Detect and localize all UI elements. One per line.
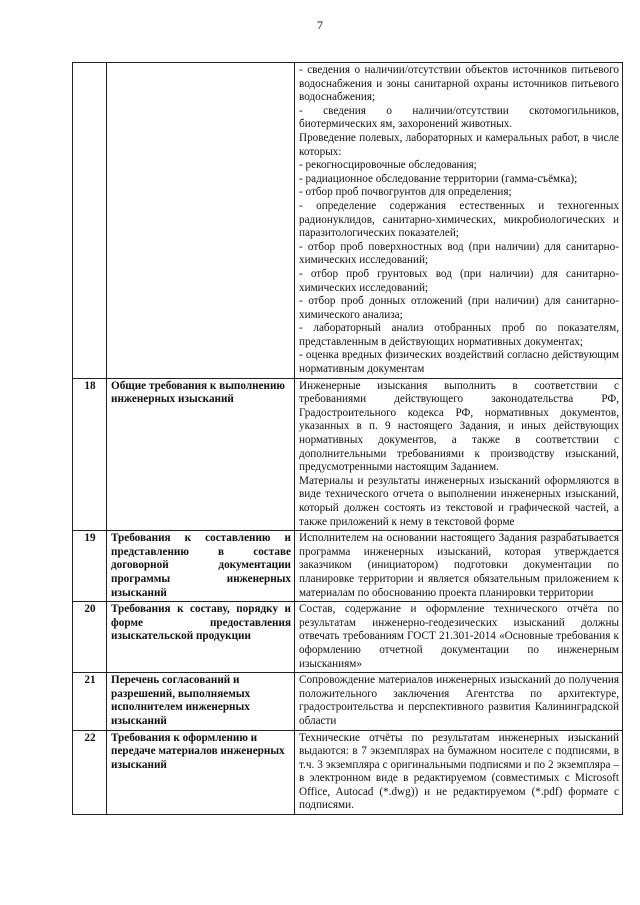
requirement-title: Требования к составу, порядку и форме предоставления изыскательской продукции xyxy=(107,602,295,673)
text-line: Состав, содержание и оформление технического отчёта по результатам инженерно-геодезических изысканий должны отвечать требованиям ГОСТ 21.301-2014 «Основные требования к оформлению отчетной документации по инженерным изысканиям» xyxy=(299,603,619,670)
page-number: 7 xyxy=(317,18,323,32)
text-line: Проведение полевых, лабораторных и камеральных работ, в числе которых: xyxy=(299,131,619,158)
text-line: Инженерные изыскания выполнить в соответствии с требованиями действующего законодательства РФ, Градостроительного кодекса РФ, нормативных документов, указанных в п. 9 настоящего Задания, и иных действующих нормативных документов, а также в соответствии с дополнительными требованиями к производству изысканий, предусмотренными настоящим Заданием. xyxy=(299,379,619,474)
text-line: - определение содержания естественных и техногенных радионуклидов, санитарно-химических, микробиологических и паразитологических показателей; xyxy=(299,199,619,240)
requirement-title: Перечень согласований и разрешений, выполняемых исполнителем инженерных изысканий xyxy=(107,673,295,730)
text-line: - радиационное обследование территории (гамма-съёмка); xyxy=(299,172,578,185)
text-line: Материалы и результаты инженерных изысканий оформляются в виде технического отчета о выполнении инженерных изысканий, который должен состоять из текстовой и графической частей, а также приложений к нему в текстовой форме xyxy=(299,474,619,528)
table-row xyxy=(73,730,623,815)
row-number xyxy=(73,63,107,379)
requirement-text xyxy=(295,63,623,379)
requirement-title: Общие требования к выполнению инженерных изысканий xyxy=(107,378,295,531)
text-line: - лабораторный анализ отобранных проб по показателям, представленным в действующих нормативных документах; xyxy=(299,322,619,348)
text-line: - оценка вредных физических воздействий согласно действующим нормативным документам xyxy=(299,349,619,376)
text-line: - отбор проб грунтовых вод (при наличии) для санитарно-химических исследований; xyxy=(299,267,619,294)
table-row xyxy=(73,378,623,531)
requirement-title: Требования к составлению и представлению в составе договорной документации программы инженерных изысканий xyxy=(107,531,295,602)
table-row xyxy=(73,531,623,602)
row-number: 21 xyxy=(73,673,107,730)
requirement-text xyxy=(295,673,623,730)
requirement-text xyxy=(295,730,623,815)
text-line: - сведения о наличии/отсутствии объектов источников питьевого водоснабжения и зоны санитарной охраны источников питьевого водоснабжения; xyxy=(299,64,619,104)
requirement-title: Требования к оформлению и передаче материалов инженерных изысканий xyxy=(107,730,295,815)
requirement-text xyxy=(295,378,623,531)
requirements-table xyxy=(72,62,623,815)
requirement-title xyxy=(107,63,295,379)
text-line: - отбор проб почвогрунтов для определения; xyxy=(299,186,512,199)
text-line: - отбор проб донных отложений (при наличии) для санитарно-химического анализа; xyxy=(299,295,619,321)
table-row xyxy=(73,673,623,730)
text-line: Сопровождение материалов инженерных изысканий до получения положительного заключения Агентства по архитектуре, градостроительства и перспективного развития Калининградской области xyxy=(299,674,619,727)
text-line: - отбор проб поверхностных вод (при наличии) для санитарно-химических исследований; xyxy=(299,240,619,267)
text-line: - сведения о наличии/отсутствии скотомогильников, биотермических ям, захоронений животных. xyxy=(299,104,619,131)
text-line: Исполнителем на основании настоящего Задания разрабатывается программа инженерных изысканий, которая утверждается заказчиком (инициатором) подготовки документации по планировке территории и является обязательным приложением к материалам по обоснованию проекта планировки территории xyxy=(299,532,619,599)
row-number: 22 xyxy=(73,730,107,815)
row-number: 20 xyxy=(73,602,107,673)
requirement-text xyxy=(295,531,623,602)
requirement-text xyxy=(295,602,623,673)
table-row xyxy=(73,63,623,379)
text-line: Технические отчёты по результатам инженерных изысканий выдаются: в 7 экземплярах на бумажном носителе с подписями, в т.ч. 3 экземпляра с оригинальными подписями и по 2 экземпляра – в электронном виде в редактируемом (совместимых с Microsoft Office, Autocad (*.dwg)) и не редактируемом (*.pdf) формате с подписями. xyxy=(299,731,619,812)
row-number: 18 xyxy=(73,378,107,531)
text-line: - рекогносцировочные обследования; xyxy=(299,159,477,172)
row-number: 19 xyxy=(73,531,107,602)
table-row xyxy=(73,602,623,673)
